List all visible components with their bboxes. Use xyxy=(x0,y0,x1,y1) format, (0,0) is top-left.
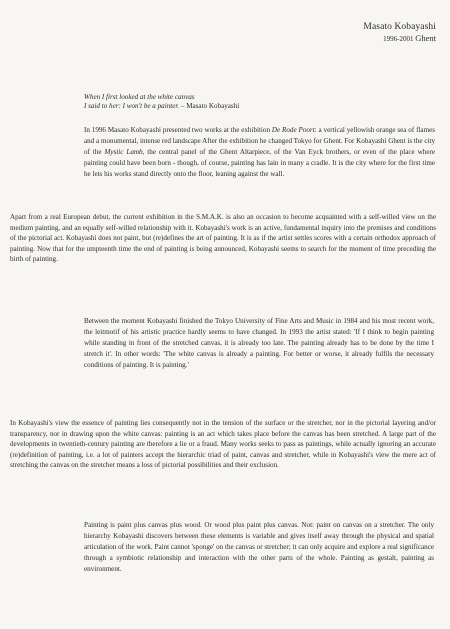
epigraph-line-2 xyxy=(84,102,414,111)
p1-text-b: : a vertical yellowish orange sea of flames and a monumental, intense red landscape After the exhibition he changed Tokyo for Ghent. For Kobayashi Ghent is the city of the xyxy=(84,126,436,156)
paragraph-2: Apart from a real European debut, the current exhibition in the S.M.A.K. is also an occasion to become acquainted with a self-willed view on the medium painting, and an equally self-willed relationship with it. Kobayashi's work is an active, fundamental inquiry into the premises and conditions of the pictorial act. Kobayashi does not paint, but (re)defines the art of painting. It is as if the artist settles scores with a certain orthodox approach of painting. Now that for the umpteenth time the end of painting is being announced, Kobayashi seems to search for the moment of time preceding the birth of painting. xyxy=(10,213,436,264)
years-range: 1996-2001 xyxy=(383,35,414,43)
paragraph-5: Painting is paint plus canvas plus wood. Or wood plus paint plus canvas. Not: paint on canvas on a stretcher. The only hierarchy Kobayashi discovers between these elements is variable and gives itself away through the physical and spatial articulation of the work. Paint cannot 'sponge' on the canvas or stretcher; it can only acquire and explore a real significance through a symbiotic relationship and interaction with the other parts of the whole. Painting as gestalt, painting as environment. xyxy=(84,521,434,573)
page-header xyxy=(363,22,436,43)
p1-exhibition-title: De Rode Poort xyxy=(271,126,315,134)
artist-name: Masato Kobayashi xyxy=(363,22,436,32)
paragraph-1 xyxy=(84,125,435,180)
paragraph-3: Between the moment Kobayashi finished the Tokyo University of Fine Arts and Music in 1984 and his most recent work, the leitmotif of his artistic practice hardly seems to have changed. In 1993 the artist stated: 'If I think to begin painting while standing in front of the stretched canvas, it is already too late. The painting already has to be done by the time I stretch it'. In other words: 'The white canvas is already a painting. For better or worse, it already fulfils the necessary conditions of painting. It is painting.' xyxy=(84,317,434,369)
p1-text-c: , the central panel of the Ghent Altarpiece, of the Van Eyck brothers, or even of the place where painting could have been born - though, of course, painting has lain in many a cradle. It is the city where for the first time he lets his works stand directly onto the floor, leaning against the wall. xyxy=(84,147,435,178)
header-subtitle xyxy=(363,33,436,43)
epigraph-line-2-text: I said to her: I won't be a painter. xyxy=(84,102,180,111)
city-name: Ghent xyxy=(415,33,436,43)
epigraph-line-1: When I first looked at the white canvas xyxy=(84,93,195,101)
paragraph-4: In Kobayashi's view the essence of painting lies consequently not in the tension of the surface or the stretcher, nor in the pictorial layering and/or transparency, nor in drawing upon the white canvas: painting is an act which takes place before the canvas has been stretched. A large part of the developments in twentieth-century painting are therefore a lie or a fraud. Many works seeks to pass as paintings, while actually ignoring an accurate (re)definition of painting, i.e. a lot of painters accept the hierarchic triad of paint, canvas and stretcher, while in Kobayashi's view the mere act of stretching the canvas on the stretcher means a loss of pictorial possibilities and their exclusion. xyxy=(10,419,436,470)
p1-artwork-title: Mystic Lamb xyxy=(104,147,143,156)
epigraph xyxy=(84,93,414,111)
p1-text-a: In 1996 Masato Kobayashi presented two works at the exhibition xyxy=(84,126,272,134)
epigraph-attribution: – Masato Kobayashi xyxy=(180,102,240,111)
